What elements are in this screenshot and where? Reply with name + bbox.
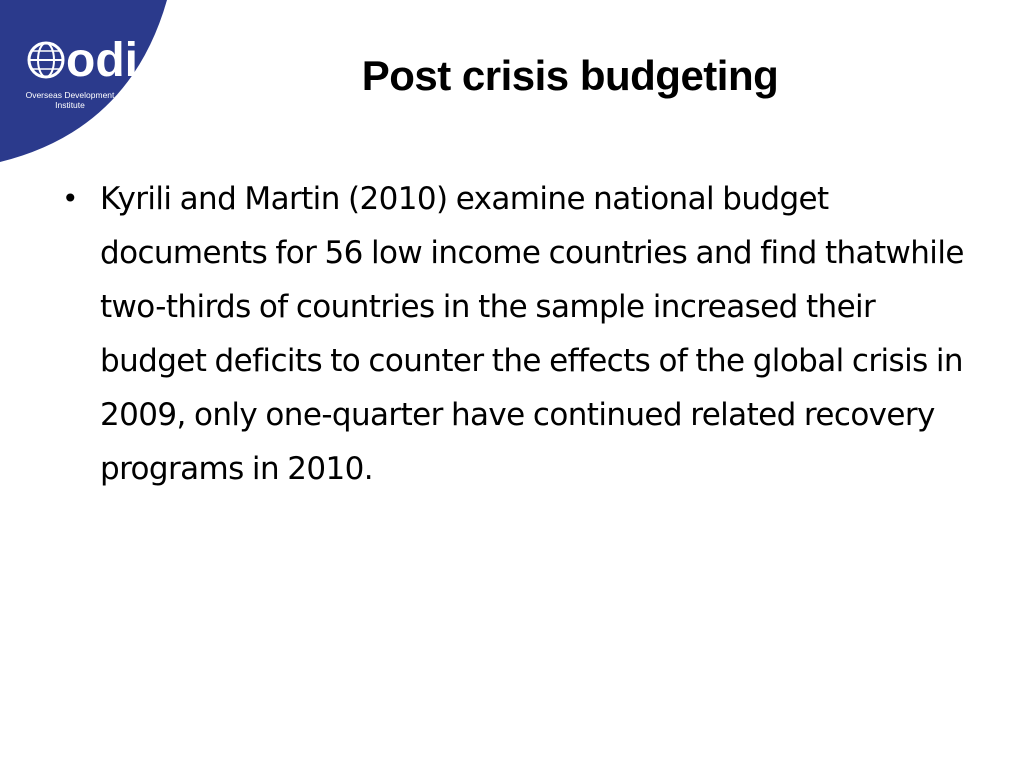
logo-wordmark: odi [66,34,138,87]
bullet-marker: • [62,182,78,215]
bullet-list [62,172,972,496]
bullet-item [62,172,972,496]
logo-background [0,0,170,162]
logo-org-line1: Overseas Development [25,90,115,100]
slide-title: Post crisis budgeting [361,52,779,99]
logo-org-line2: Institute [55,100,85,110]
odi-logo [0,0,170,162]
bullet-text: Kyrili and Martin (2010) examine national budget documents for 56 low income countries and find thatwhile two-thirds of countries in the sample increased their budget deficits to counter the effects of the global crisis in 2009, only one-quarter have continued related recovery programs in 2010. [100,181,964,487]
